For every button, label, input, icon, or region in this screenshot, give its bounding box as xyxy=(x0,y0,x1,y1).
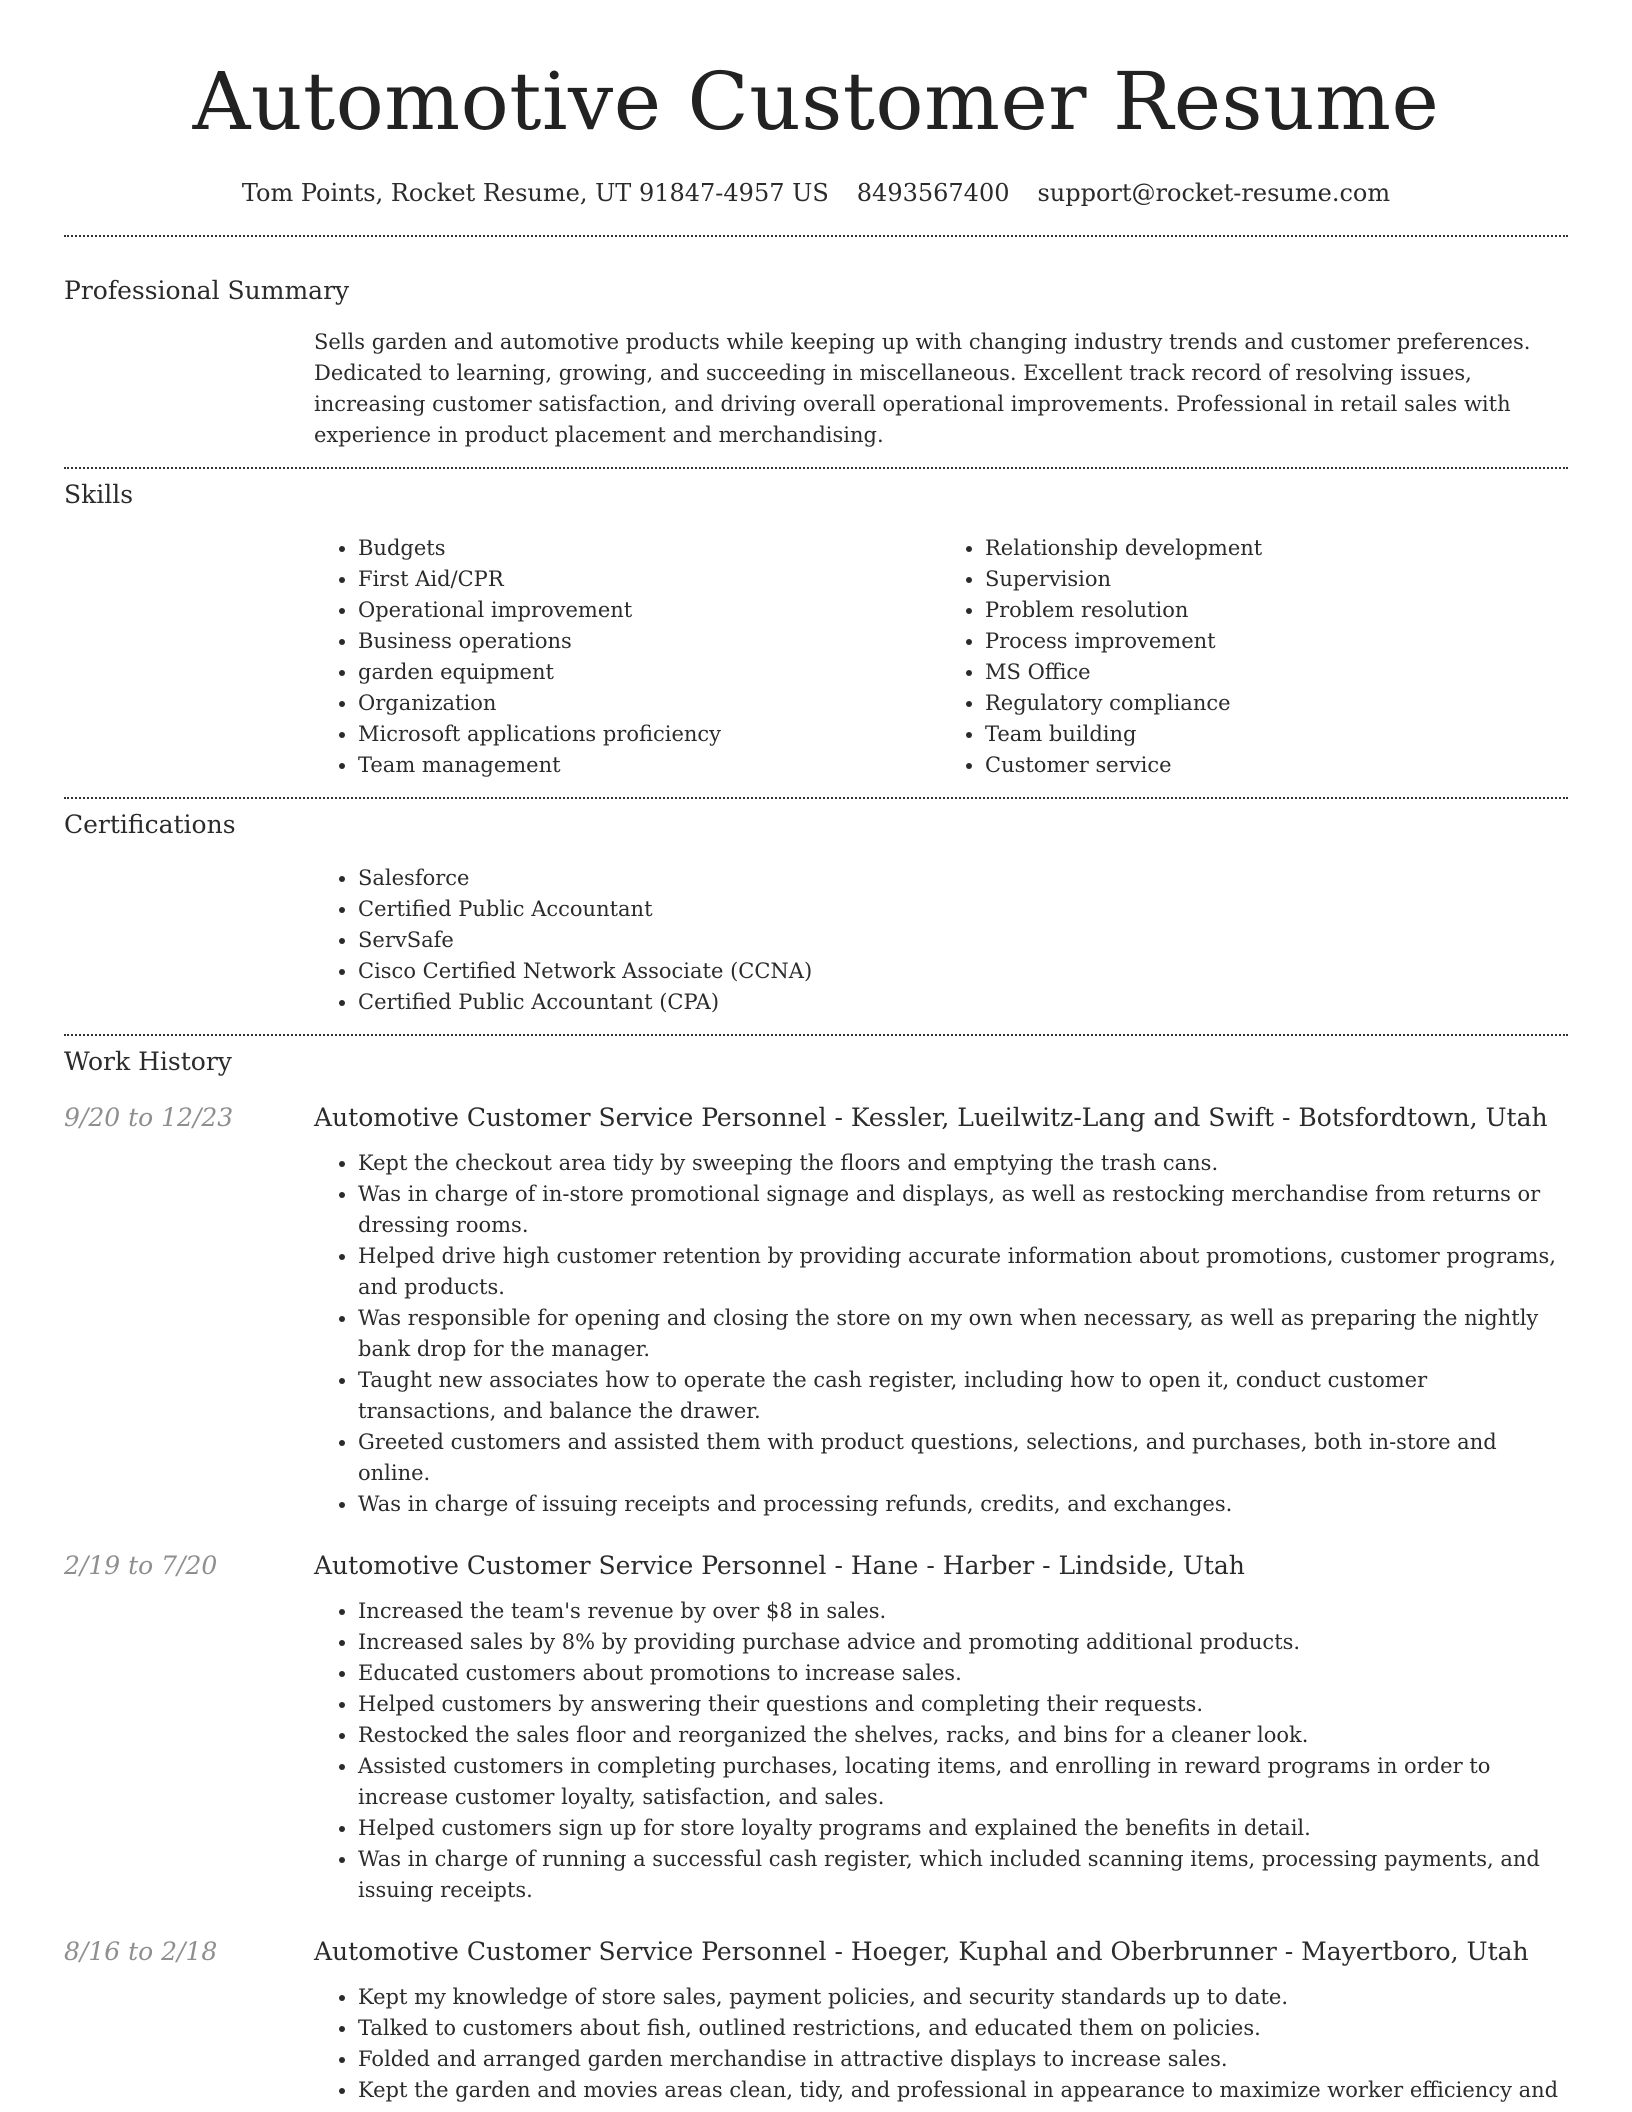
section-title-work-history: Work History xyxy=(64,1047,232,1076)
list-item: • Business operations xyxy=(358,626,941,657)
skills-section xyxy=(64,469,1568,781)
list-item: • Budgets xyxy=(358,533,941,564)
job-details xyxy=(314,1550,1568,1906)
job-title: Automotive Customer Service Personnel - Hane - Harber - Lindside, Utah xyxy=(314,1551,1245,1580)
certifications-items xyxy=(314,863,1568,1018)
job-entry xyxy=(64,1936,1568,2106)
summary-body xyxy=(314,327,1568,451)
resume-title: Automotive Customer Resume xyxy=(192,55,1440,148)
job-dates: 8/16 to 2/18 xyxy=(64,1937,218,1966)
skills-column-left xyxy=(314,533,941,781)
list-item: • Increased sales by 8% by providing purchase advice and promoting additional products. xyxy=(358,1627,1568,1658)
list-item: • Relationship development xyxy=(985,533,1568,564)
job-dates: 2/19 to 7/20 xyxy=(64,1551,218,1580)
list-item: • Helped customers sign up for store loyalty programs and explained the benefits in detail. xyxy=(358,1813,1568,1844)
list-item: • Supervision xyxy=(985,564,1568,595)
skills-column-right xyxy=(941,533,1568,781)
job-title: Automotive Customer Service Personnel - Kessler, Lueilwitz-Lang and Swift - Botsfordtown, Utah xyxy=(314,1103,1548,1132)
list-item: • Cisco Certified Network Associate (CCNA) xyxy=(358,956,1568,987)
list-item: • Talked to customers about fish, outlined restrictions, and educated them on policies. xyxy=(358,2013,1568,2044)
list-item: • Was responsible for opening and closing the store on my own when necessary, as well as preparing the nightly bank drop for the manager. xyxy=(358,1303,1568,1365)
list-item: • Team management xyxy=(358,750,941,781)
list-item: • Salesforce xyxy=(358,863,1568,894)
list-item: • Kept the garden and movies areas clean, tidy, and professional in appearance to maximize worker efficiency and xyxy=(358,2075,1568,2106)
list-item: • ServSafe xyxy=(358,925,1568,956)
list-item: • Taught new associates how to operate the cash register, including how to open it, conduct customer transactions, and balance the drawer. xyxy=(358,1365,1568,1427)
job-entry xyxy=(64,1550,1568,1906)
list-item: • Kept my knowledge of store sales, payment policies, and security standards up to date. xyxy=(358,1982,1568,2013)
list-item: • Customer service xyxy=(985,750,1568,781)
contact-address: Tom Points, Rocket Resume, UT 91847-4957 US xyxy=(241,179,829,207)
certifications-list xyxy=(314,863,1568,1018)
list-item: • Certified Public Accountant (CPA) xyxy=(358,987,1568,1018)
list-item: • Kept the checkout area tidy by sweeping the floors and emptying the trash cans. xyxy=(358,1148,1568,1179)
job-details xyxy=(314,1102,1568,1520)
list-item: • Process improvement xyxy=(985,626,1568,657)
summary-section xyxy=(64,237,1568,451)
list-item: • Greeted customers and assisted them with product questions, selections, and purchases, both in-store and online. xyxy=(358,1427,1568,1489)
list-item: • Educated customers about promotions to increase sales. xyxy=(358,1658,1568,1689)
list-item: • MS Office xyxy=(985,657,1568,688)
job-bullets xyxy=(314,1596,1568,1906)
work-history-section xyxy=(64,1036,1568,2106)
contact-phone: 8493567400 xyxy=(856,179,1010,207)
list-item: • Was in charge of in-store promotional signage and displays, as well as restocking merchandise from returns or dressing rooms. xyxy=(358,1179,1568,1241)
list-item: • Certified Public Accountant xyxy=(358,894,1568,925)
list-item: • Helped customers by answering their questions and completing their requests. xyxy=(358,1689,1568,1720)
list-item: • garden equipment xyxy=(358,657,941,688)
section-title-summary: Professional Summary xyxy=(64,276,350,305)
list-item: • Team building xyxy=(985,719,1568,750)
list-item: • Regulatory compliance xyxy=(985,688,1568,719)
list-item: • Restocked the sales floor and reorganized the shelves, racks, and bins for a cleaner look. xyxy=(358,1720,1568,1751)
contact-email: support@rocket-resume.com xyxy=(1037,179,1391,207)
skills-list xyxy=(314,533,1568,781)
list-item: • Was in charge of issuing receipts and processing refunds, credits, and exchanges. xyxy=(358,1489,1568,1520)
contact-line xyxy=(64,178,1568,208)
list-item: • Assisted customers in completing purchases, locating items, and enrolling in reward programs in order to increase customer loyalty, satisfaction, and sales. xyxy=(358,1751,1568,1813)
list-item: • Folded and arranged garden merchandise in attractive displays to increase sales. xyxy=(358,2044,1568,2075)
resume-page xyxy=(64,0,1568,2106)
list-item: • Organization xyxy=(358,688,941,719)
list-item: • Increased the team's revenue by over $8 in sales. xyxy=(358,1596,1568,1627)
job-bullets xyxy=(314,1982,1568,2106)
list-item: • First Aid/CPR xyxy=(358,564,941,595)
section-title-certifications: Certifications xyxy=(64,810,236,839)
job-list xyxy=(64,1102,1568,2106)
job-details xyxy=(314,1936,1568,2106)
summary-text: Sells garden and automotive products while keeping up with changing industry trends and customer preferences. Dedicated to learning, growing, and succeeding in miscellaneous. Excellent track record of resolving issues, increasing customer satisfaction, and driving overall operational improvements. Professional in retail sales with experience in product placement and merchandising. xyxy=(314,330,1531,447)
job-entry xyxy=(64,1102,1568,1520)
list-item: • Helped drive high customer retention by providing accurate information about promotions, customer programs, and products. xyxy=(358,1241,1568,1303)
job-dates: 9/20 to 12/23 xyxy=(64,1103,234,1132)
certifications-section xyxy=(64,799,1568,1018)
section-title-skills: Skills xyxy=(64,480,134,509)
list-item: • Operational improvement xyxy=(358,595,941,626)
job-bullets xyxy=(314,1148,1568,1520)
job-title: Automotive Customer Service Personnel - Hoeger, Kuphal and Oberbrunner - Mayertboro, Utah xyxy=(314,1937,1529,1966)
list-item: • Problem resolution xyxy=(985,595,1568,626)
list-item: • Microsoft applications proficiency xyxy=(358,719,941,750)
list-item: • Was in charge of running a successful cash register, which included scanning items, processing payments, and issuing receipts. xyxy=(358,1844,1568,1906)
